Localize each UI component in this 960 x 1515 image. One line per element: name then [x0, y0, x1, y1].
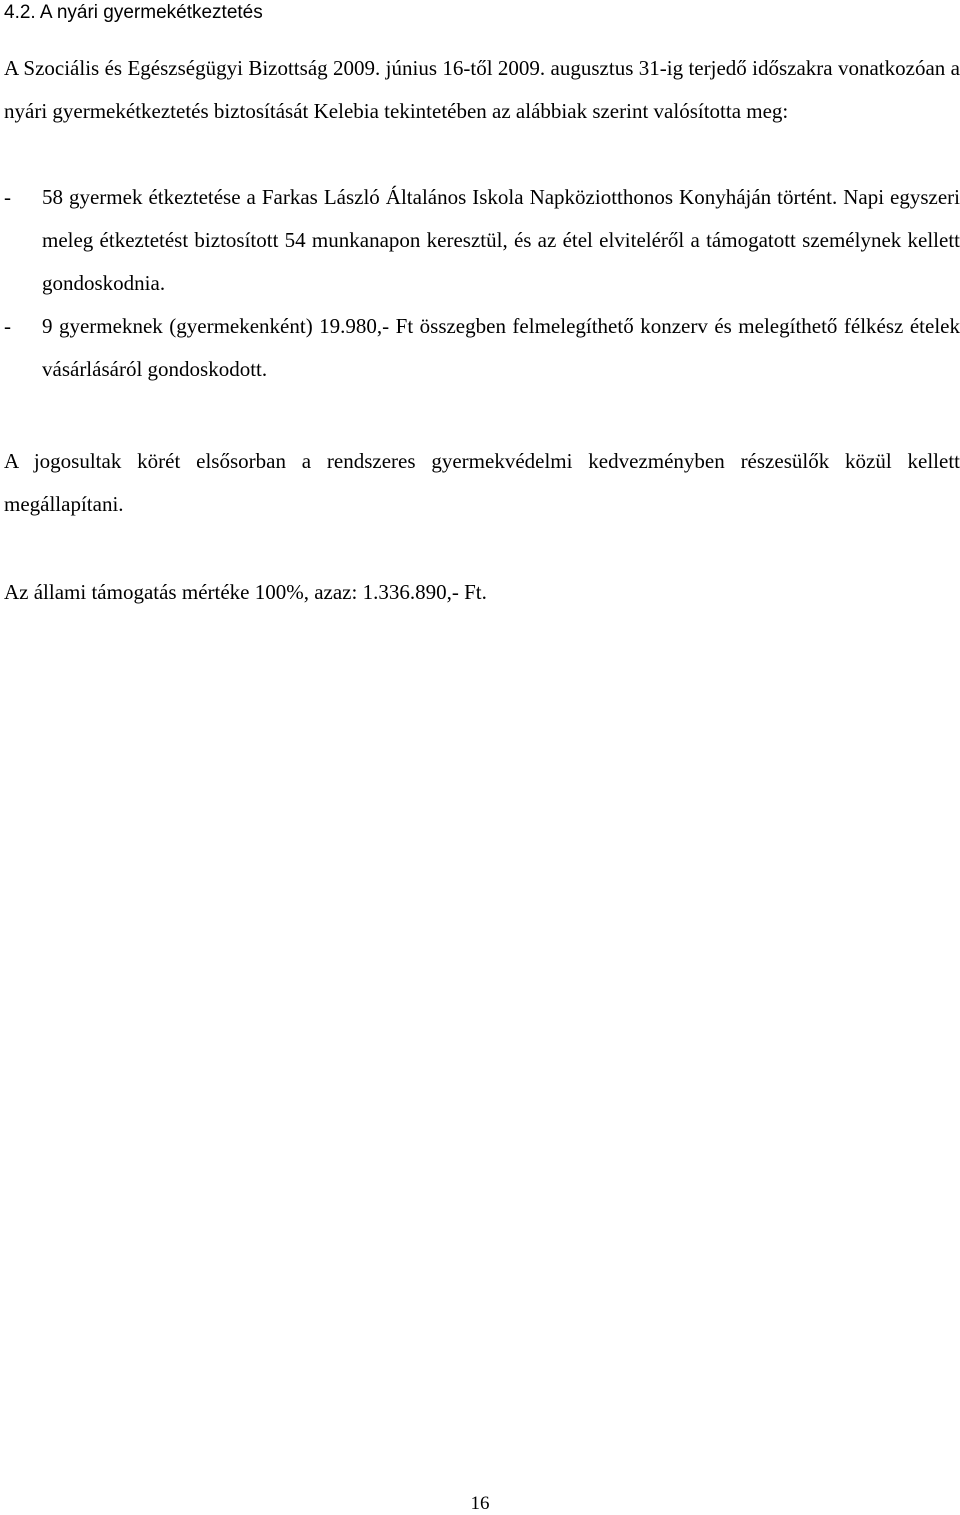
eligibility-paragraph: A jogosultak körét elsősorban a rendszeres gyermekvédelmi kedvezményben részesülők közül kellett megállapítani. — [4, 449, 960, 516]
list-item — [4, 305, 960, 391]
support-paragraph: Az állami támogatás mértéke 100%, azaz: 1.336.890,- Ft. — [4, 580, 487, 604]
meal-provision-list — [4, 176, 960, 391]
section-title: 4.2. A nyári gyermekétkeztetés — [4, 2, 263, 23]
list-item-text: 58 gyermek étkeztetése a Farkas László Általános Iskola Napköziotthonos Konyháján történt. Napi egyszeri meleg étkeztetést biztosított 54 munkanapon keresztül, és az étel elviteléről a támogatott személynek kellett gondoskodnia. — [42, 185, 960, 295]
page-number: 16 — [470, 1493, 490, 1514]
list-item-text: 9 gyermeknek (gyermekenként) 19.980,- Ft összegben felmelegíthető konzerv és melegíthető félkész ételek vásárlásáról gondoskodott. — [42, 314, 960, 381]
list-bullet: - — [4, 314, 11, 338]
list-bullet: - — [4, 185, 11, 209]
intro-paragraph: A Szociális és Egészségügyi Bizottság 2009. június 16-től 2009. augusztus 31-ig terjedő időszakra vonatkozóan a nyári gyermekétkeztetés biztosítását Kelebia tekintetében az alábbiak szerint valósította meg: — [4, 56, 960, 123]
list-item — [4, 176, 960, 305]
